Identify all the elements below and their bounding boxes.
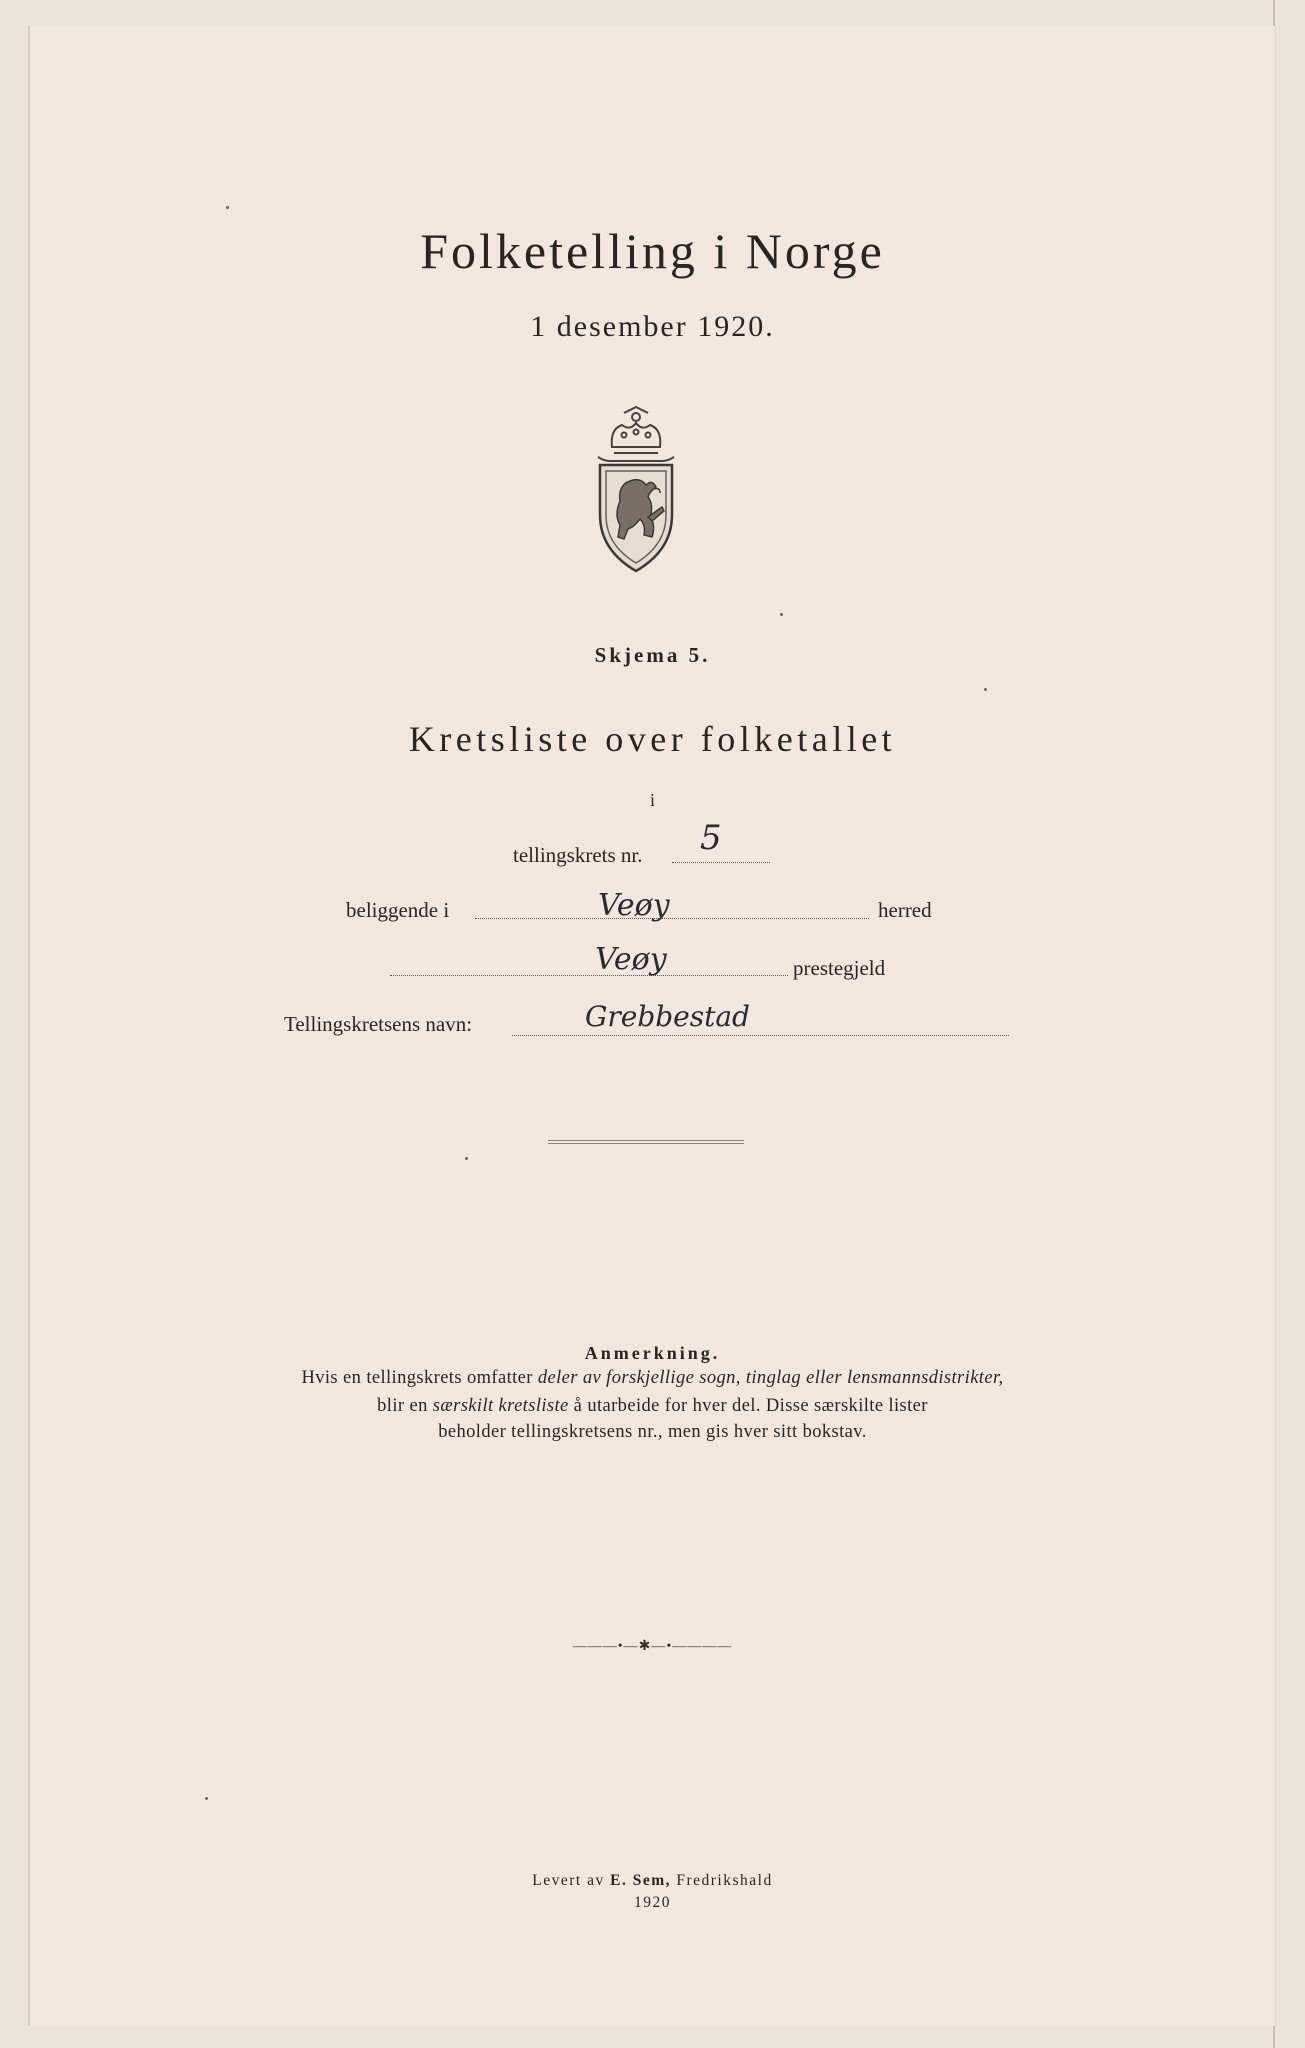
section-divider bbox=[548, 1140, 744, 1144]
district-name-label: Tellingskretsens navn: bbox=[284, 1012, 473, 1036]
note-line-2 bbox=[0, 1396, 1305, 1417]
district-number-label: tellingskrets nr. bbox=[513, 843, 643, 867]
parish-label: prestegjeld bbox=[793, 956, 886, 980]
norwegian-coat-of-arms-icon bbox=[590, 405, 682, 575]
paper-speck bbox=[226, 206, 229, 209]
census-date: 1 desember 1920. bbox=[530, 310, 775, 343]
note-line-2-text-a: blir en bbox=[377, 1396, 433, 1416]
page-title: Folketelling i Norge bbox=[420, 223, 885, 279]
district-name-value: Grebbestad bbox=[585, 1000, 750, 1033]
schema-label: Skjema 5. bbox=[594, 643, 711, 667]
note-line-3: beholder tellingskretsens nr., men gis hver sitt bokstav. bbox=[438, 1422, 867, 1442]
parish-value: Veøy bbox=[595, 942, 667, 977]
note-line-2-text-b: å utarbeide for hver del. Disse særskilte lister bbox=[568, 1396, 928, 1416]
note-line-1-emphasis: deler av forskjellige sogn, tinglag eller lensmannsdistrikter, bbox=[537, 1368, 1004, 1388]
printer-prefix: Levert av bbox=[532, 1872, 611, 1889]
district-name-field bbox=[512, 1035, 1009, 1036]
paper-speck bbox=[465, 1157, 468, 1160]
paper-speck bbox=[780, 613, 783, 616]
paper-speck bbox=[984, 688, 987, 691]
paper-speck bbox=[205, 1797, 208, 1800]
herred-label: herred bbox=[878, 898, 932, 922]
note-title: Anmerkning. bbox=[584, 1343, 721, 1363]
parish-field bbox=[390, 975, 788, 976]
form-subtitle: Kretsliste over folketallet bbox=[408, 719, 897, 759]
note-line-2-emphasis: særskilt kretsliste bbox=[432, 1396, 569, 1416]
printer-city: Fredrikshald bbox=[670, 1872, 773, 1889]
printer-line bbox=[0, 1872, 1305, 1890]
district-number-field bbox=[672, 862, 770, 863]
ornament-divider: ———•—✱—•———— bbox=[572, 1639, 733, 1654]
located-in-field bbox=[475, 918, 869, 919]
located-in-label: beliggende i bbox=[346, 898, 450, 922]
located-in-value: Veøy bbox=[598, 888, 670, 923]
district-number-value: 5 bbox=[700, 818, 722, 858]
note-line-1 bbox=[0, 1368, 1305, 1389]
small-i-label: i bbox=[649, 790, 655, 810]
printer-year: 1920 bbox=[634, 1894, 671, 1911]
note-line-1-text: Hvis en tellingskrets omfatter bbox=[301, 1368, 538, 1388]
printer-name: E. Sem, bbox=[610, 1872, 671, 1889]
